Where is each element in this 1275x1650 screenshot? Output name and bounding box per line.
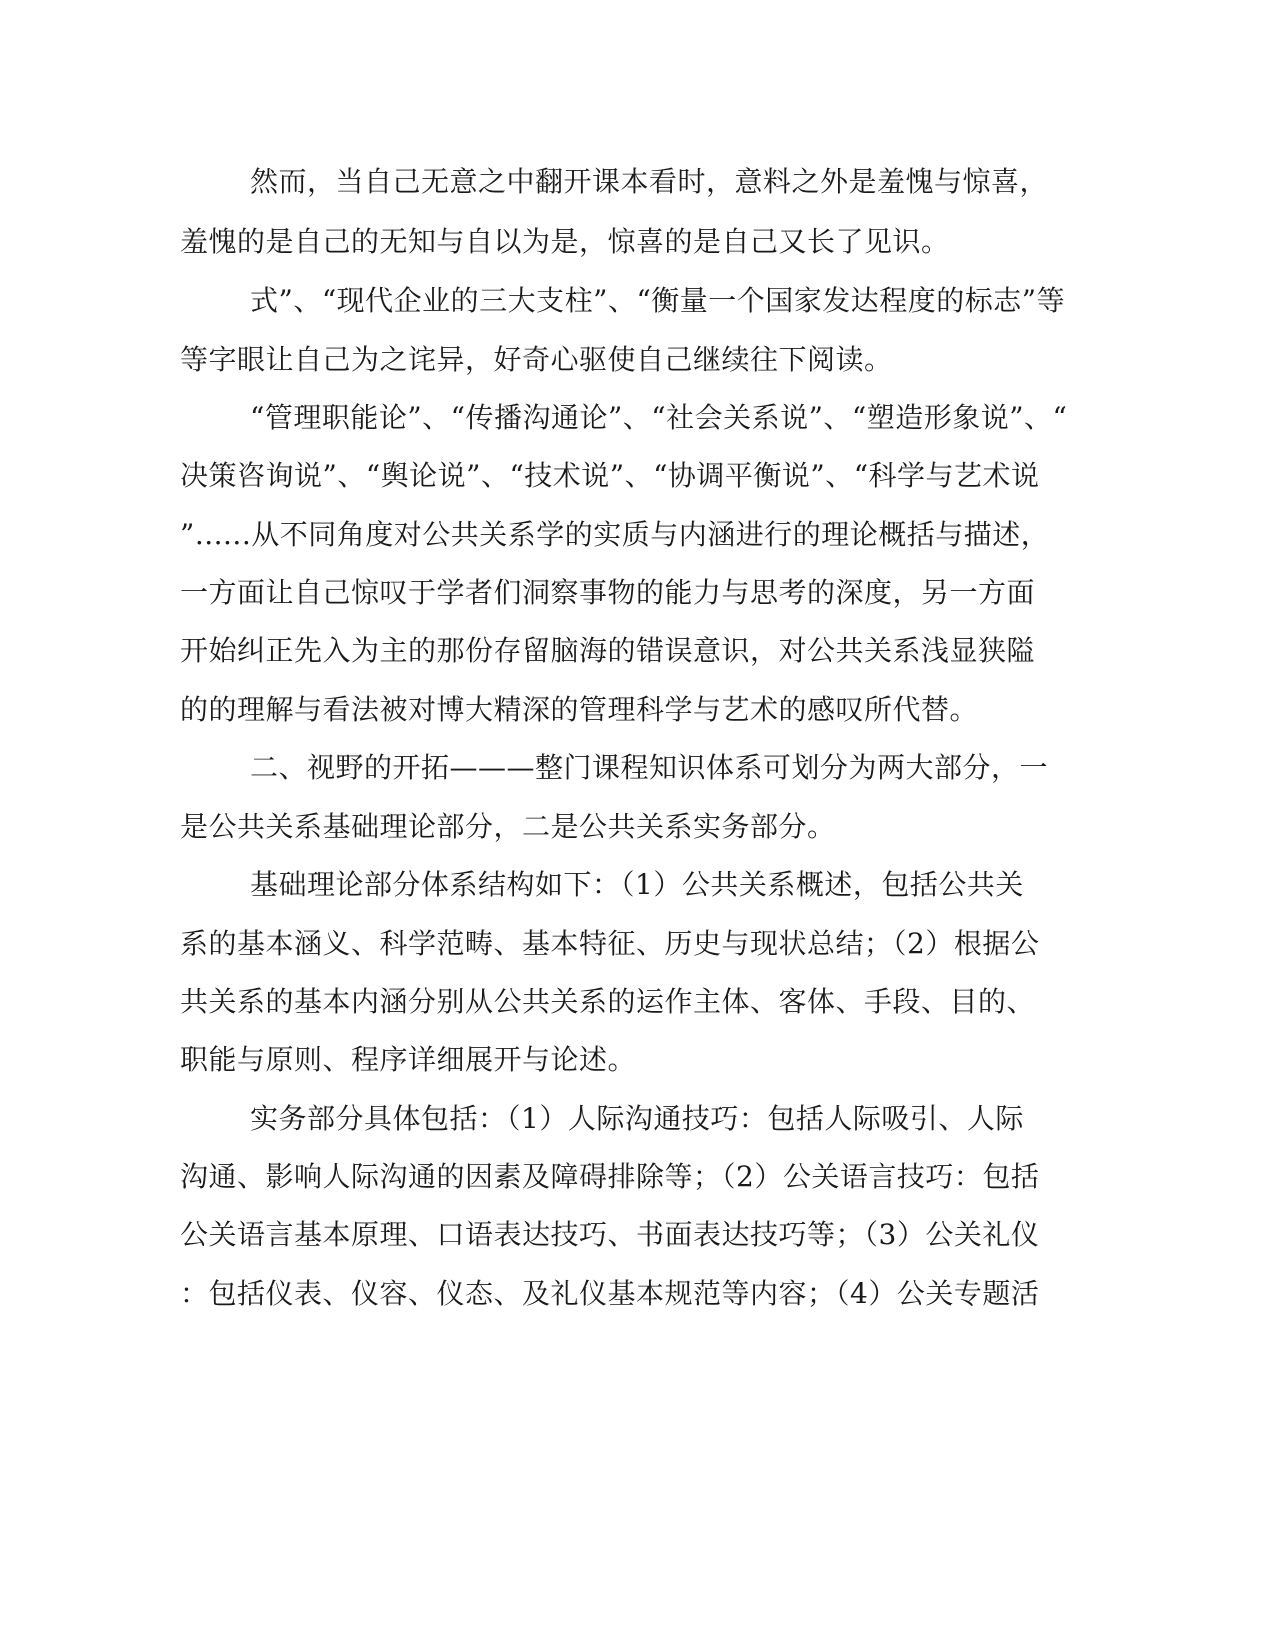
text-line: 等字眼让自己为之诧异，好奇心驱使自己继续往下阅读。 [180,343,893,376]
text-line: 实务部分具体包括：（1）人际沟通技巧：包括人际吸引、人际 [250,1102,1024,1135]
text-line: 决策咨询说”、“舆论说”、“技术说”、“协调平衡说”、“科学与艺术说 [180,459,1040,492]
text-line: ：包括仪表、仪容、仪态、及礼仪基本规范等内容；（4）公关专题活 [180,1277,1040,1310]
text-line: ”......从不同角度对公共关系学的实质与内涵进行的理论概括与描述， [180,518,1050,551]
text-line: 职能与原则、程序详细展开与论述。 [180,1043,637,1076]
text-line: “管理职能论”、“传播沟通论”、“社会关系说”、“塑造形象说”、“ [250,401,1068,434]
text-line: 沟通、影响人际沟通的因素及障碍排除等；（2）公关语言技巧：包括 [180,1160,1040,1193]
text-line: 二、视野的开拓———整门课程知识体系可划分为两大部分，一 [250,751,1049,784]
text-line: 式”、“现代企业的三大支柱”、“衡量一个国家发达程度的标志”等 [250,284,1066,317]
text-line: 系的基本涵义、科学范畴、基本特征、历史与现状总结；（2）根据公 [180,927,1040,960]
text-line: 开始纠正先入为主的那份存留脑海的错误意识，对公共关系浅显狭隘 [180,634,1036,667]
text-line: 然而，当自己无意之中翻开课本看时，意料之外是羞愧与惊喜， [250,165,1049,198]
text-line: 是公共关系基础理论部分，二是公共关系实务部分。 [180,810,836,843]
text-line: 公关语言基本原理、口语表达技巧、书面表达技巧等；（3）公关礼仪 [180,1218,1040,1251]
text-line: 的的理解与看法被对博大精深的管理科学与艺术的感叹所代替。 [180,693,979,726]
text-line: 一方面让自己惊叹于学者们洞察事物的能力与思考的深度，另一方面 [180,576,1036,609]
text-line: 共关系的基本内涵分别从公共关系的运作主体、客体、手段、目的、 [180,985,1036,1018]
text-line: 羞愧的是自己的无知与自以为是，惊喜的是自己又长了见识。 [180,225,950,258]
text-line: 基础理论部分体系结构如下：（1）公共关系概述，包括公共关 [250,868,1024,901]
